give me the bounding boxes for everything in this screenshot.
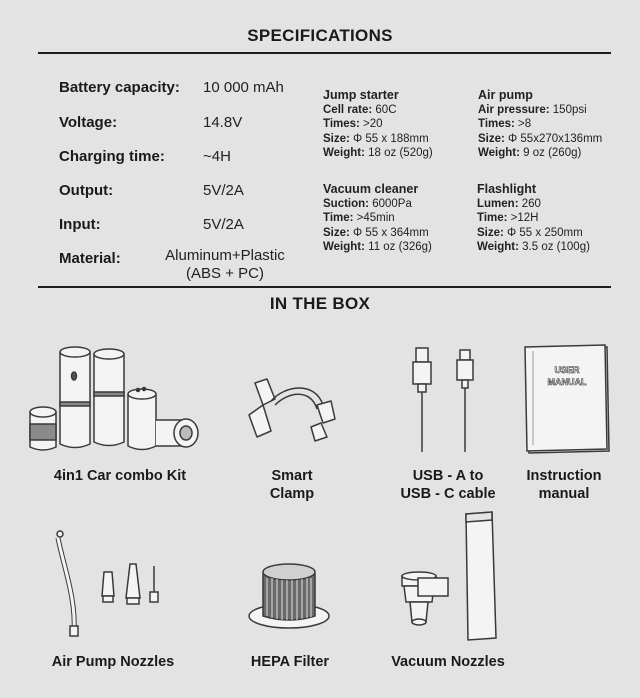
car-combo-kit-icon (24, 342, 202, 454)
material-line-2: (ABS + PC) (186, 265, 264, 282)
spec-row: Time: >45min (323, 212, 395, 225)
spec-label-input: Input: (59, 216, 101, 233)
air-pump-nozzles-label: Air Pump Nozzles (51, 654, 175, 670)
spec-row: Cell rate: 60C (323, 103, 397, 116)
usb-cable-icon (408, 346, 480, 454)
spec-row: Weight: 3.5 oz (100g) (477, 241, 590, 254)
spec-row: Size: Φ 55x270x136mm (478, 132, 603, 145)
spec-label-charging: Charging time: (59, 148, 165, 165)
spec-value-output: 5V/2A (203, 182, 244, 199)
divider (38, 52, 611, 54)
spec-value-material (150, 247, 300, 283)
spec-label-material: Material: (59, 250, 121, 267)
spec-label-voltage: Voltage: (59, 114, 118, 131)
spec-row: Weight: 18 oz (520g) (323, 147, 433, 160)
spec-value-input: 5V/2A (203, 216, 244, 233)
spec-row: Times: >8 (478, 118, 532, 131)
spec-label-battery: Battery capacity: (59, 79, 180, 96)
hepa-filter-icon (245, 560, 333, 632)
car-combo-kit-label: 4in1 Car combo Kit (53, 468, 187, 484)
manual-cover-text-2: MANUAL (547, 377, 587, 387)
spec-row: Size: Φ 55 x 250mm (477, 226, 583, 239)
divider (38, 286, 611, 288)
hepa-filter-label: HEPA Filter (250, 654, 330, 670)
spec-value-voltage: 14.8V (203, 114, 243, 131)
smart-clamp-label: Smart Clamp (269, 468, 315, 502)
spec-row: Weight: 9 oz (260g) (478, 147, 582, 160)
vacuum-nozzles-icon (396, 510, 506, 642)
specifications-title: SPECIFICATIONS (247, 26, 393, 45)
jump-starter-specs (323, 88, 433, 161)
instruction-manual-label: Instruction manual (526, 468, 602, 502)
spec-row: Lumen: 260 (477, 197, 541, 210)
flashlight-specs (477, 182, 590, 255)
material-line-1: Aluminum+Plastic (165, 247, 285, 264)
in-the-box-title: IN THE BOX (269, 294, 371, 313)
jump-starter-title: Jump starter (323, 88, 399, 102)
vacuum-cleaner-specs (323, 182, 432, 255)
spec-value-battery: 10 000 mAh (203, 79, 284, 96)
air-pump-nozzles-icon (50, 528, 166, 640)
smart-clamp-icon (245, 375, 339, 447)
spec-value-charging: ~4H (203, 148, 231, 165)
vacuum-nozzles-label: Vacuum Nozzles (391, 654, 505, 670)
flashlight-title: Flashlight (477, 182, 537, 196)
usb-cable-label: USB - A to USB - C cable (400, 468, 496, 502)
spec-row: Weight: 11 oz (326g) (323, 241, 432, 254)
spec-label-output: Output: (59, 182, 114, 199)
air-pump-specs (478, 88, 602, 161)
air-pump-title: Air pump (478, 88, 533, 102)
user-manual-icon (523, 345, 611, 455)
spec-row: Size: Φ 55 x 364mm (323, 226, 429, 239)
spec-row: Air pressure: 150psi (478, 103, 587, 116)
spec-row: Time: >12H (477, 212, 539, 225)
manual-cover-text-1: USER (554, 365, 580, 375)
vacuum-cleaner-title: Vacuum cleaner (323, 182, 419, 196)
spec-row: Times: >20 (323, 118, 383, 131)
spec-row: Size: Φ 55 x 188mm (323, 132, 429, 145)
spec-row: Suction: 6000Pa (323, 197, 412, 210)
